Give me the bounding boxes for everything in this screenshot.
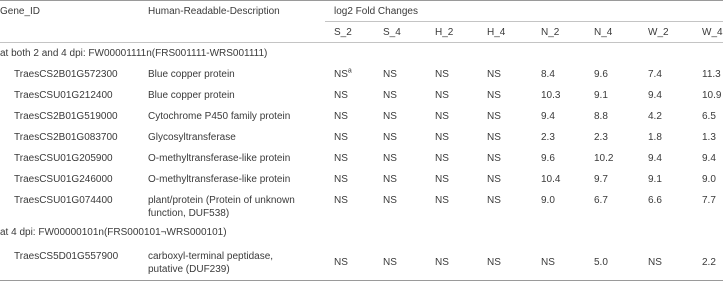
table-row-value: NS bbox=[334, 132, 348, 143]
table-row-value: NS bbox=[487, 153, 501, 164]
table-row-description: carboxyl-terminal peptidase, putative (DUF239) bbox=[148, 251, 274, 275]
table-row-value: 5.0 bbox=[594, 257, 608, 268]
col-header: H_2 bbox=[435, 27, 454, 38]
table-row-description: Cytochrome P450 family protein bbox=[148, 111, 291, 122]
table-row-value: NS bbox=[334, 195, 348, 206]
table-row-value: NS bbox=[435, 153, 449, 164]
table-row-value: NS bbox=[334, 174, 348, 185]
col-header: H_4 bbox=[487, 27, 506, 38]
table-row-value: 9.0 bbox=[702, 174, 716, 185]
table-row-description: O-methyltransferase-like protein bbox=[148, 153, 291, 164]
table-row-value: NS bbox=[383, 174, 397, 185]
table-row-gene-id: TraesCSU01G212400 bbox=[14, 90, 113, 101]
table-row-description: Blue copper protein bbox=[148, 69, 235, 80]
table-row-value: NS bbox=[487, 132, 501, 143]
table-row-value: 7.7 bbox=[702, 195, 716, 206]
table-row-value: 1.3 bbox=[702, 132, 716, 143]
table-row-value: 8.4 bbox=[541, 69, 555, 80]
table-row-value: NS bbox=[383, 195, 397, 206]
table-row-value: NS bbox=[383, 69, 397, 80]
header-group: log2 Fold Changes bbox=[334, 6, 418, 17]
table-row-gene-id: TraesCS2B01G519000 bbox=[14, 111, 118, 122]
table-row-value: 7.4 bbox=[648, 69, 662, 80]
col-header: W_2 bbox=[648, 27, 669, 38]
bottom-rule bbox=[0, 280, 723, 281]
table-row-value: NS bbox=[435, 174, 449, 185]
table-row-description: Blue copper protein bbox=[148, 90, 235, 101]
table-row-value: NS bbox=[383, 90, 397, 101]
table-row-value: NS bbox=[435, 111, 449, 122]
top-rule bbox=[0, 0, 723, 1]
table-row-value: 9.1 bbox=[594, 90, 608, 101]
table-row-value: NS bbox=[383, 257, 397, 268]
table-row-value: 9.4 bbox=[648, 153, 662, 164]
table-row-value: NS bbox=[435, 69, 449, 80]
table-row-value: 1.8 bbox=[648, 132, 662, 143]
table-row-value: 9.0 bbox=[541, 195, 555, 206]
section-title: at both 2 and 4 dpi: FW00001111n(FRS001111-WRS001111) bbox=[0, 48, 268, 59]
table-row-value: 9.4 bbox=[702, 153, 716, 164]
table-row-value: 9.4 bbox=[648, 90, 662, 101]
header-gene-id: Gene_ID bbox=[0, 6, 41, 17]
table-row-gene-id: TraesCS2B01G083700 bbox=[14, 132, 118, 143]
col-header: S_4 bbox=[383, 27, 401, 38]
table-row-value: 9.6 bbox=[594, 69, 608, 80]
table-row-value: 11.3 bbox=[702, 69, 721, 80]
table-row-description: O-methyltransferase-like protein bbox=[148, 174, 291, 185]
table-row-value: 8.8 bbox=[594, 111, 608, 122]
table-row-value: NS bbox=[435, 132, 449, 143]
table-row-value: NS bbox=[487, 174, 501, 185]
table-row-value: NS bbox=[487, 195, 501, 206]
col-header: N_2 bbox=[541, 27, 560, 38]
table-row-value: $NS^a$ bbox=[334, 67, 352, 80]
section-title: at 4 dpi: FW00000101n(FRS000101¬WRS000101) bbox=[0, 227, 227, 238]
table-row-value: NS bbox=[435, 90, 449, 101]
table-row-value: 10.2 bbox=[594, 153, 614, 164]
table-row-value: NS bbox=[334, 153, 348, 164]
table-row-gene-id: TraesCSU01G074400 bbox=[14, 195, 113, 206]
table-row-value: 10.3 bbox=[541, 90, 561, 101]
table-row-value: 2.3 bbox=[541, 132, 555, 143]
table-row-value: NS bbox=[383, 132, 397, 143]
table-row-value: 9.1 bbox=[648, 174, 662, 185]
table-row-value: NS bbox=[648, 257, 662, 268]
table-row-value: NS bbox=[334, 90, 348, 101]
table-row-value: 9.7 bbox=[594, 174, 608, 185]
table-row-value: NS bbox=[487, 90, 501, 101]
table-row-value: 2.3 bbox=[594, 132, 608, 143]
col-header: N_4 bbox=[594, 27, 613, 38]
table-row-value: 6.6 bbox=[648, 195, 662, 206]
table-row-value: NS bbox=[487, 111, 501, 122]
col-header: W_4 bbox=[702, 27, 723, 38]
table-row-value: NS bbox=[383, 111, 397, 122]
table-row-value: NS bbox=[334, 257, 348, 268]
table-row-value: 6.7 bbox=[594, 195, 608, 206]
col-header: S_2 bbox=[334, 27, 352, 38]
table-row-value: 9.4 bbox=[541, 111, 555, 122]
table-row-description: plant/protein (Protein of unknown function, DUF538) bbox=[148, 195, 295, 219]
table-row-value: 10.9 bbox=[702, 90, 722, 101]
header-bottom-rule bbox=[0, 42, 723, 43]
header-sub-rule bbox=[325, 21, 723, 22]
table-row-gene-id: TraesCSU01G205900 bbox=[14, 153, 113, 164]
table-row-description: Glycosyltransferase bbox=[148, 132, 236, 143]
table-row-value: 2.2 bbox=[702, 257, 716, 268]
table-row-value: NS bbox=[334, 111, 348, 122]
table-row-gene-id: TraesCSU01G246000 bbox=[14, 174, 113, 185]
header-description: Human-Readable-Description bbox=[148, 6, 280, 17]
table-row-value: NS bbox=[541, 257, 555, 268]
table-row-value: NS bbox=[435, 195, 449, 206]
table-row-gene-id: TraesCS2B01G572300 bbox=[14, 69, 118, 80]
table-row-value: NS bbox=[383, 153, 397, 164]
table-row-gene-id: TraesCS5D01G557900 bbox=[14, 251, 119, 262]
table-row-value: NS bbox=[487, 257, 501, 268]
table-row-value: 10.4 bbox=[541, 174, 561, 185]
table-row-value: 9.6 bbox=[541, 153, 555, 164]
table-row-value: NS bbox=[435, 257, 449, 268]
table-row-value: 6.5 bbox=[702, 111, 716, 122]
table-row-value: NS bbox=[487, 69, 501, 80]
table-row-value: 4.2 bbox=[648, 111, 662, 122]
footnote-marker: a bbox=[347, 67, 352, 75]
